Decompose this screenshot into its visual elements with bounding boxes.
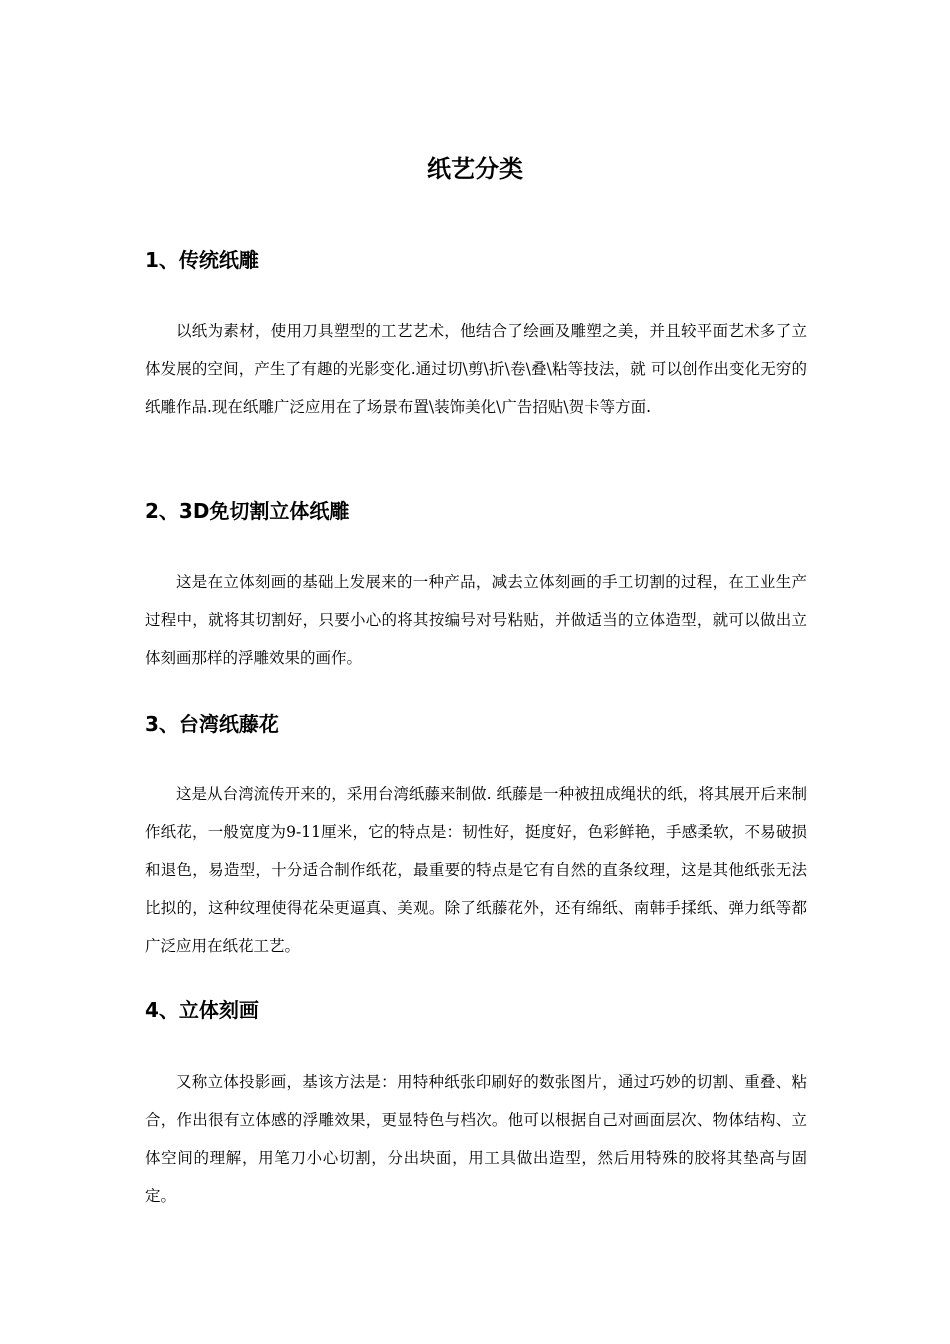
page-title: 纸艺分类 (427, 155, 523, 183)
section-body-traditional-paper-carving: 以纸为素材，使用刀具塑型的工艺艺术，他结合了绘画及雕塑之美，并且较平面艺术多了立体发展的空间，产生了有趣的光影变化.通过切\剪\折\卷\叠\粘等技法，就 可以创作出变化无穷的纸雕作品.现在纸雕广泛应用在了场景布置\装饰美化\广告招贴\贺卡等方面. (145, 322, 807, 416)
section-body-3d-paper-carving: 这是在立体刻画的基础上发展来的一种产品，减去立体刻画的手工切割的过程，在工业生产过程中，就将其切割好，只要小心的将其按编号对号粘贴，并做适当的立体造型，就可以做出立体刻画那样的浮雕效果的画作。 (145, 573, 807, 667)
section-heading-3d-carved-painting: 4、立体刻画 (145, 998, 259, 1022)
section-heading-taiwan-paper-rattan-flower: 3、台湾纸藤花 (145, 712, 279, 736)
section-heading-3d-paper-carving: 2、3D免切割立体纸雕 (145, 499, 350, 523)
section-body-taiwan-paper-rattan-flower: 这是从台湾流传开来的，采用台湾纸藤来制做. 纸藤是一种被扭成绳状的纸，将其展开后来制作纸花，一般宽度为9-11厘米，它的特点是：韧性好，挺度好，色彩鲜艳，手感柔软，不易破损和退色，易造型，十分适合制作纸花，最重要的特点是它有自然的直条纹理，这是其他纸张无法比拟的，这种纹理使得花朵更逼真、美观。除了纸藤花外，还有绵纸、南韩手揉纸、弹力纸等都广泛应用在纸花工艺。 (145, 785, 807, 955)
section-body-3d-carved-painting: 又称立体投影画，基该方法是：用特种纸张印刷好的数张图片，通过巧妙的切割、重叠、粘合，作出很有立体感的浮雕效果，更显特色与档次。他可以根据自己对画面层次、物体结构、立体空间的理解，用笔刀小心切割，分出块面，用工具做出造型，然后用特殊的胶将其垫高与固定。 (145, 1073, 807, 1205)
section-heading-traditional-paper-carving: 1、传统纸雕 (145, 248, 259, 272)
